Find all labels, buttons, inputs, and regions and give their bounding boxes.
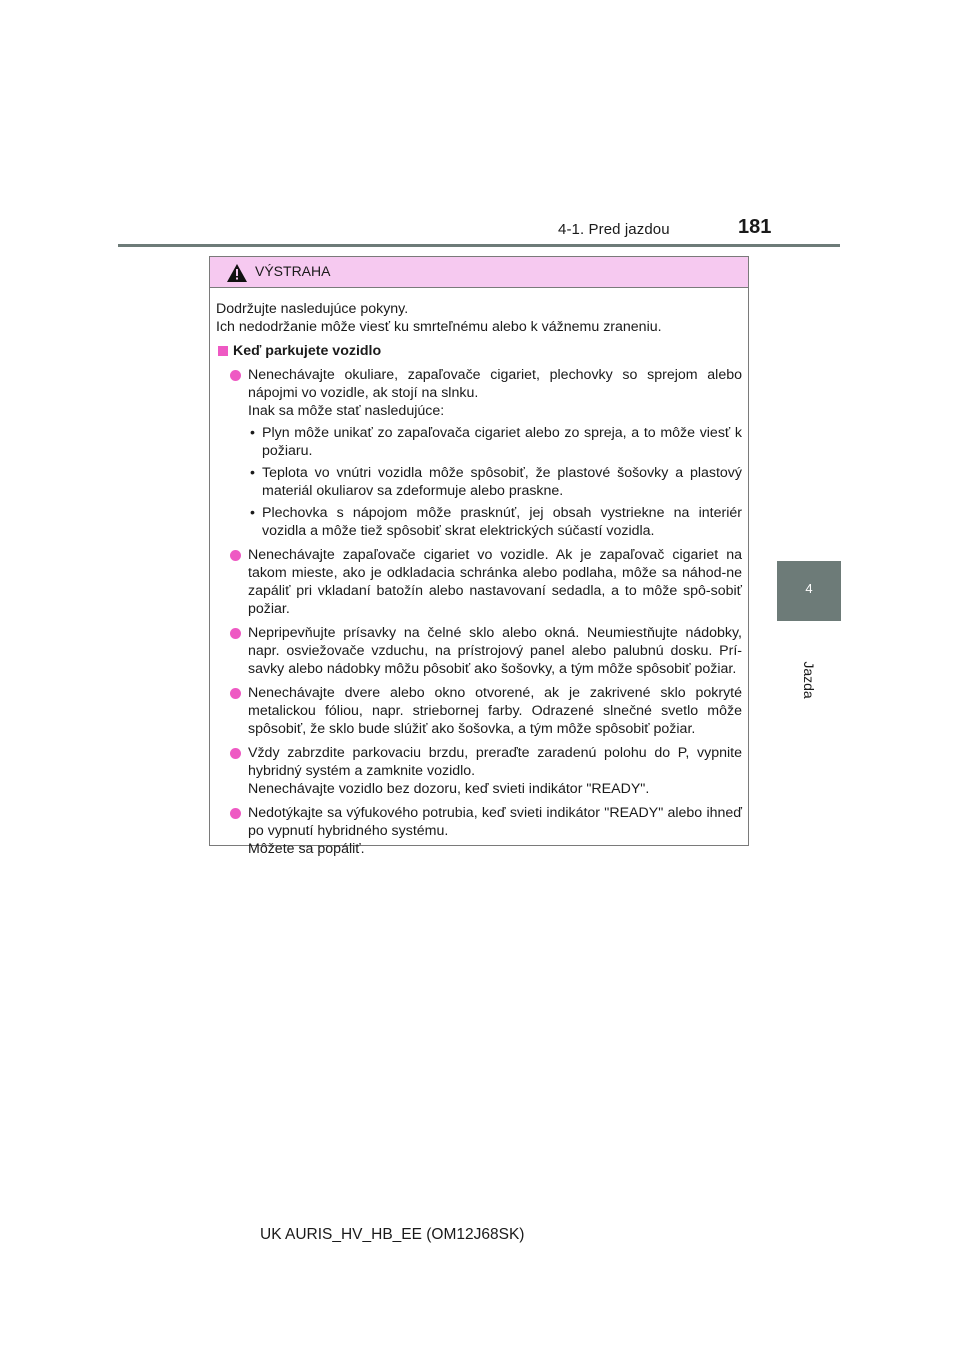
bullet-icon: [230, 370, 241, 381]
item-text: Môžete sa popáliť.: [248, 841, 365, 857]
section-title: 4-1. Pred jazdou: [558, 221, 670, 238]
bullet-icon: [230, 628, 241, 639]
item-text: Nenechávajte okuliare, zapaľovače cigariet, plechovky so sprejom alebo nápojmi vo vozidle, ak stojí na slnku.: [248, 367, 742, 401]
bullet-icon: [230, 748, 241, 759]
list-item: [216, 624, 742, 678]
item-text: Nenechávajte vozidlo bez dozoru, keď svieti indikátor "READY".: [248, 781, 650, 797]
item-text: Inak sa môže stať nasledujúce:: [248, 403, 445, 419]
list-item: [216, 804, 742, 858]
list-item: [216, 684, 742, 738]
page-number: 181: [738, 216, 772, 238]
warning-header: [210, 257, 748, 288]
intro-line: Dodržujte nasledujúce pokyny.: [216, 301, 409, 317]
sub-item: [248, 424, 742, 460]
header-divider: [118, 244, 840, 247]
item-text: Nenechávajte dvere alebo okno otvorené, ak je zakrivené sklo pokryté metalickou fóliou, napr. striebornej farby. Odrazené slnečné svetlo môže spôsobiť, že sklo bude slúžiť ako šošovka, a tým môže spôsobiť požiar.: [248, 685, 742, 737]
intro-line: Ich nedodržanie môže viesť ku smrteľnému alebo k vážnemu zraneniu.: [216, 319, 662, 335]
dot-icon: •: [250, 505, 255, 521]
bullet-icon: [230, 550, 241, 561]
sub-list: [248, 424, 742, 540]
section-heading: Keď parkujete vozidlo: [216, 342, 742, 360]
sub-item-text: Plechovka s nápojom môže prasknúť, jej obsah vystriekne na interiér vozidla a môže tiež spôsobiť skrat elektrických súčastí vozidla.: [262, 505, 742, 539]
document-code: UK AURIS_HV_HB_EE (OM12J68SK): [260, 1226, 525, 1243]
sub-item-text: Teplota vo vnútri vozidla môže spôsobiť, že plastové šošovky a plastový materiál okuliarov sa zdeformuje alebo praskne.: [262, 465, 742, 499]
dot-icon: •: [250, 425, 255, 441]
dot-icon: •: [250, 465, 255, 481]
item-text: Nedotýkajte sa výfukového potrubia, keď svieti indikátor "READY" alebo ihneď po vypnutí hybridného systému.: [248, 805, 742, 839]
chapter-label: Jazda: [801, 661, 817, 699]
bullet-icon: [230, 688, 241, 699]
list-item: [216, 744, 742, 798]
warning-intro: [216, 300, 742, 336]
item-text: Nenechávajte zapaľovače cigariet vo vozidle. Ak je zapaľovač cigariet na takom mieste, ako je odkladacia schránka alebo podlaha, môže sa náhod-ne zapáliť pri vkladaní batožín alebo nastavovaní sedadla, a to môže spô-sobiť požiar.: [248, 547, 742, 617]
warning-box: [209, 256, 749, 857]
warning-triangle-icon: [227, 264, 247, 282]
chapter-tab: [777, 561, 841, 621]
item-text: Nepripevňujte prísavky na čelné sklo alebo okná. Neumiestňujte nádobky, napr. osviežovače vzduchu, na prístrojový panel alebo palubnú dosku. Prí-savky alebo nádobky môžu pôsobiť ako šošovky, a tým môže spôsobiť požiar.: [248, 625, 742, 677]
sub-item: [248, 464, 742, 500]
chapter-number: 4: [805, 581, 813, 596]
list-item: [216, 546, 742, 618]
warning-body: [210, 288, 748, 858]
sub-item-text: Plyn môže unikať zo zapaľovača cigariet alebo zo spreja, a to môže viesť k požiaru.: [262, 425, 742, 459]
sub-item: [248, 504, 742, 540]
item-text: Vždy zabrzdite parkovaciu brzdu, preraďte zaradenú polohu do P, vypnite hybridný systém a zamknite vozidlo.: [248, 745, 742, 779]
bullet-icon: [230, 808, 241, 819]
list-item: [216, 366, 742, 540]
warning-title: VÝSTRAHA: [255, 263, 331, 279]
